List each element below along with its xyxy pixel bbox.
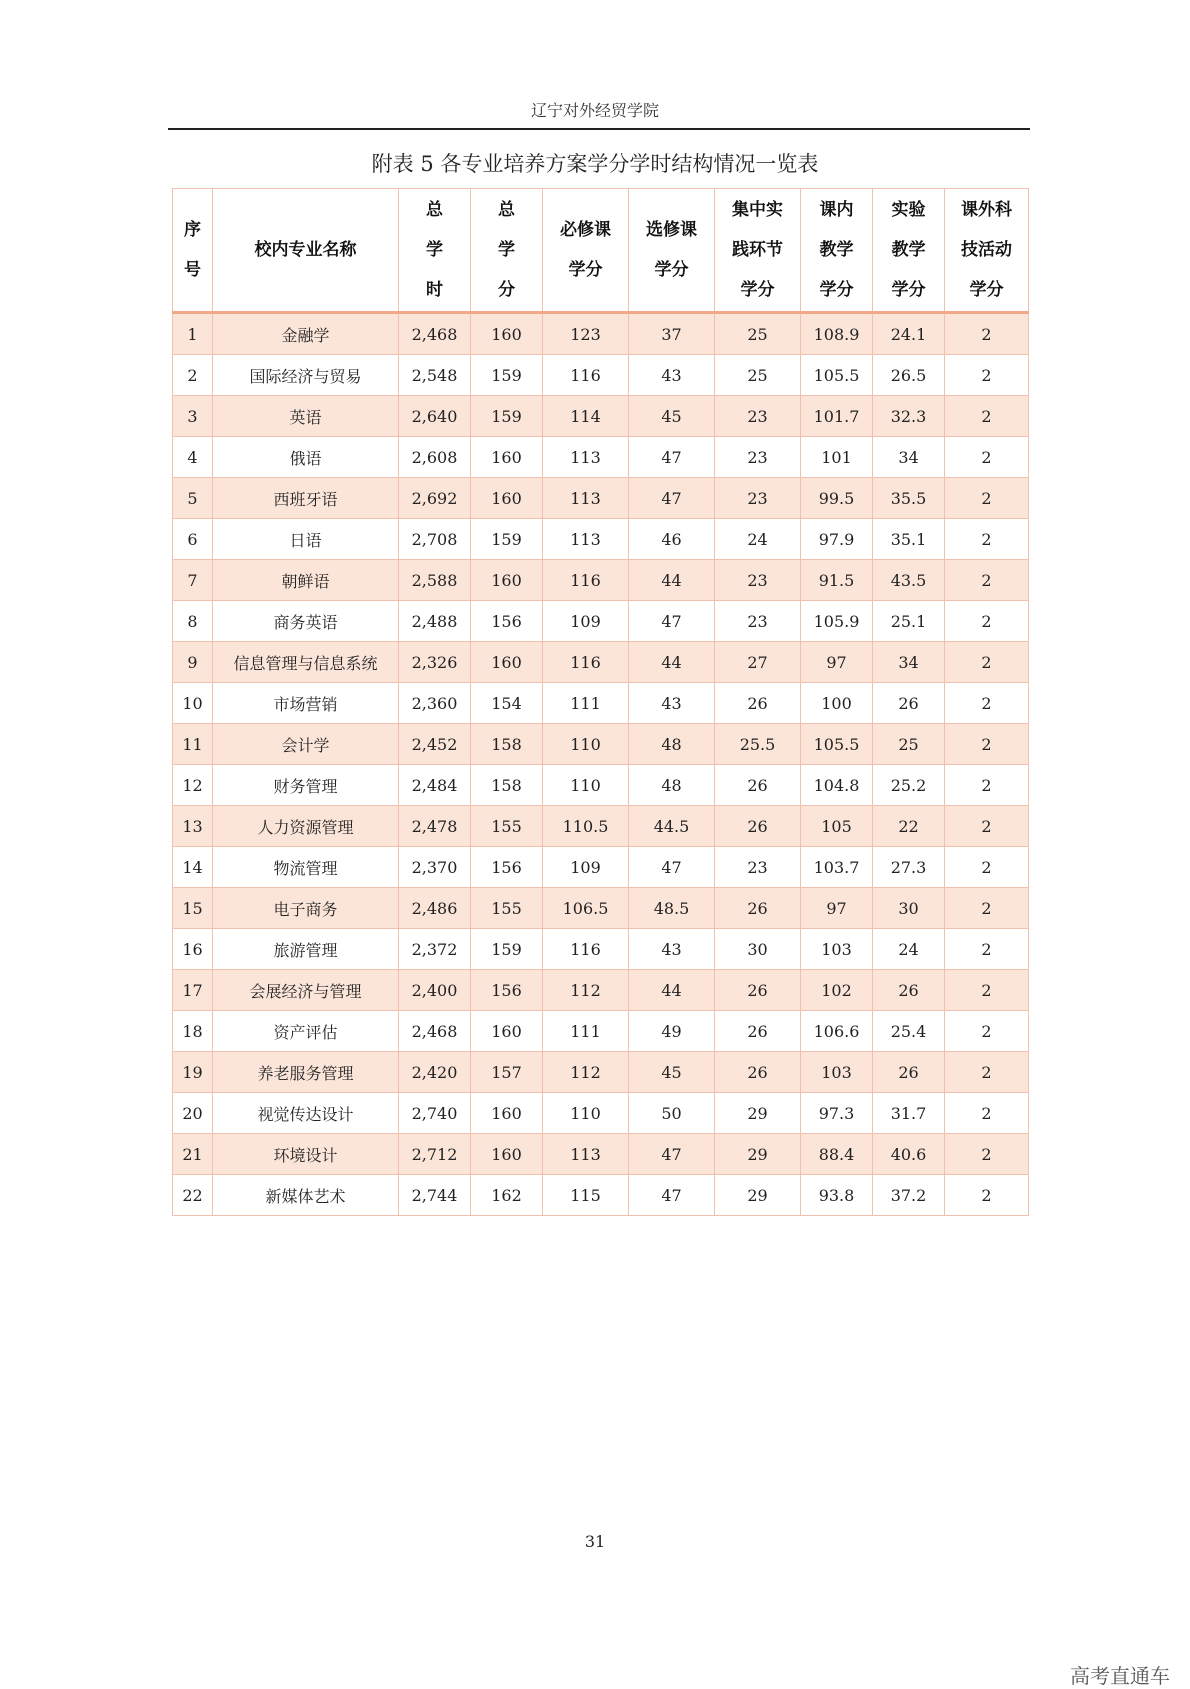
- table-cell: 37.2: [873, 1175, 945, 1216]
- table-cell: 110.5: [543, 806, 629, 847]
- table-cell: 2,708: [399, 519, 471, 560]
- table-cell: 2: [945, 1011, 1029, 1052]
- table-cell: 101: [801, 437, 873, 478]
- table-cell: 人力资源管理: [213, 806, 399, 847]
- table-cell: 旅游管理: [213, 929, 399, 970]
- table-cell: 156: [471, 601, 543, 642]
- table-cell: 23: [715, 396, 801, 437]
- table-cell: 31.7: [873, 1093, 945, 1134]
- table-cell: 金融学: [213, 313, 399, 355]
- column-header-line: 技活动: [961, 240, 1012, 260]
- table-cell: 西班牙语: [213, 478, 399, 519]
- table-cell: 24: [873, 929, 945, 970]
- column-header: [173, 189, 213, 313]
- table-cell: 47: [629, 847, 715, 888]
- table-cell: 2: [945, 1134, 1029, 1175]
- table-cell: 25.5: [715, 724, 801, 765]
- column-header-line: 课外科: [961, 200, 1012, 220]
- document-header: 辽宁对外经贸学院: [530, 101, 659, 120]
- column-header-line: 课内: [819, 200, 854, 220]
- table-cell: 市场营销: [213, 683, 399, 724]
- table-cell: 116: [543, 560, 629, 601]
- table-cell: 35.5: [873, 478, 945, 519]
- table-cell: 信息管理与信息系统: [213, 642, 399, 683]
- column-header-line: 集中实: [732, 200, 783, 220]
- table-cell: 俄语: [213, 437, 399, 478]
- table-cell: 20: [173, 1093, 213, 1134]
- table-cell: 2: [945, 313, 1029, 355]
- table-cell: 10: [173, 683, 213, 724]
- table-row: [173, 1134, 1029, 1175]
- table-cell: 养老服务管理: [213, 1052, 399, 1093]
- table-cell: 155: [471, 888, 543, 929]
- column-header: [543, 189, 629, 313]
- table-cell: 2,608: [399, 437, 471, 478]
- table-cell: 2,420: [399, 1052, 471, 1093]
- table-cell: 2,484: [399, 765, 471, 806]
- table-row: [173, 1011, 1029, 1052]
- table-row: [173, 355, 1029, 396]
- table-cell: 26: [873, 683, 945, 724]
- table-cell: 46: [629, 519, 715, 560]
- table-cell: 26.5: [873, 355, 945, 396]
- table-cell: 2: [945, 847, 1029, 888]
- table-cell: 105.9: [801, 601, 873, 642]
- table-row: [173, 437, 1029, 478]
- column-header-line: 分: [498, 280, 515, 300]
- table-cell: 47: [629, 437, 715, 478]
- table-cell: 2,468: [399, 313, 471, 355]
- table-row: [173, 560, 1029, 601]
- table-cell: 24.1: [873, 313, 945, 355]
- table-cell: 11: [173, 724, 213, 765]
- column-header-line: 必修课: [560, 220, 611, 240]
- table-cell: 123: [543, 313, 629, 355]
- column-header: [715, 189, 801, 313]
- table-cell: 43: [629, 355, 715, 396]
- table-cell: 2,478: [399, 806, 471, 847]
- table-cell: 23: [715, 847, 801, 888]
- table-cell: 9: [173, 642, 213, 683]
- table-row: [173, 396, 1029, 437]
- table-cell: 108.9: [801, 313, 873, 355]
- table-cell: 2,468: [399, 1011, 471, 1052]
- table-cell: 158: [471, 765, 543, 806]
- table-cell: 101.7: [801, 396, 873, 437]
- table-cell: 3: [173, 396, 213, 437]
- table-row: [173, 806, 1029, 847]
- table-cell: 25.2: [873, 765, 945, 806]
- table-cell: 37: [629, 313, 715, 355]
- table-cell: 26: [873, 970, 945, 1011]
- table-cell: 2,712: [399, 1134, 471, 1175]
- table-row: [173, 847, 1029, 888]
- table-cell: 113: [543, 1134, 629, 1175]
- table-body: [173, 313, 1029, 1216]
- table-cell: 2: [945, 601, 1029, 642]
- table-cell: 159: [471, 355, 543, 396]
- column-header-line: 号: [184, 260, 201, 280]
- column-header-line: 学分: [819, 280, 854, 300]
- table-cell: 160: [471, 642, 543, 683]
- table-row: [173, 601, 1029, 642]
- table-cell: 26: [715, 683, 801, 724]
- table-cell: 4: [173, 437, 213, 478]
- table-cell: 26: [715, 888, 801, 929]
- table-row: [173, 642, 1029, 683]
- table-cell: 29: [715, 1093, 801, 1134]
- table-row: [173, 724, 1029, 765]
- column-header: [629, 189, 715, 313]
- table-cell: 100: [801, 683, 873, 724]
- column-header-line: 学分: [969, 280, 1004, 300]
- column-header: [945, 189, 1029, 313]
- column-header-line: 选修课: [646, 220, 697, 240]
- table-cell: 112: [543, 1052, 629, 1093]
- table-cell: 159: [471, 396, 543, 437]
- table-cell: 2: [945, 642, 1029, 683]
- table-cell: 26: [715, 765, 801, 806]
- table-cell: 2,692: [399, 478, 471, 519]
- table-cell: 2: [945, 970, 1029, 1011]
- table-cell: 6: [173, 519, 213, 560]
- table-cell: 2,488: [399, 601, 471, 642]
- table-cell: 97: [801, 888, 873, 929]
- table-cell: 2,372: [399, 929, 471, 970]
- table-cell: 14: [173, 847, 213, 888]
- table-cell: 112: [543, 970, 629, 1011]
- table-title: 附表 5 各专业培养方案学分学时结构情况一览表: [371, 152, 819, 176]
- table-cell: 26: [715, 1052, 801, 1093]
- table-row: [173, 1175, 1029, 1216]
- table-cell: 110: [543, 724, 629, 765]
- table-cell: 商务英语: [213, 601, 399, 642]
- table-cell: 16: [173, 929, 213, 970]
- table-cell: 21: [173, 1134, 213, 1175]
- table-cell: 29: [715, 1175, 801, 1216]
- table-cell: 155: [471, 806, 543, 847]
- table-cell: 43.5: [873, 560, 945, 601]
- table-cell: 156: [471, 970, 543, 1011]
- table-cell: 2: [945, 396, 1029, 437]
- credits-table: [172, 188, 1029, 1216]
- table-cell: 160: [471, 1134, 543, 1175]
- table-cell: 29: [715, 1134, 801, 1175]
- column-header-line: 学分: [568, 260, 603, 280]
- table-cell: 2: [945, 1052, 1029, 1093]
- column-header: [801, 189, 873, 313]
- table-cell: 160: [471, 313, 543, 355]
- table-cell: 环境设计: [213, 1134, 399, 1175]
- table-cell: 2,486: [399, 888, 471, 929]
- table-cell: 91.5: [801, 560, 873, 601]
- watermark: 高考直通车: [1070, 1664, 1170, 1688]
- table-cell: 103: [801, 929, 873, 970]
- table-cell: 162: [471, 1175, 543, 1216]
- table-cell: 105.5: [801, 724, 873, 765]
- table-cell: 2: [945, 560, 1029, 601]
- column-header-line: 学分: [740, 280, 775, 300]
- table-cell: 26: [873, 1052, 945, 1093]
- table-cell: 32.3: [873, 396, 945, 437]
- table-cell: 25: [715, 313, 801, 355]
- table-cell: 97.9: [801, 519, 873, 560]
- table-cell: 48: [629, 765, 715, 806]
- table-cell: 8: [173, 601, 213, 642]
- table-cell: 2,400: [399, 970, 471, 1011]
- table-cell: 物流管理: [213, 847, 399, 888]
- page-number: 31: [584, 1532, 606, 1551]
- table-cell: 116: [543, 929, 629, 970]
- table-cell: 116: [543, 355, 629, 396]
- table-cell: 23: [715, 601, 801, 642]
- table-cell: 2,326: [399, 642, 471, 683]
- table-cell: 111: [543, 1011, 629, 1052]
- table-cell: 会展经济与管理: [213, 970, 399, 1011]
- table-cell: 48.5: [629, 888, 715, 929]
- table-cell: 27.3: [873, 847, 945, 888]
- table-cell: 2: [945, 355, 1029, 396]
- table-cell: 47: [629, 1134, 715, 1175]
- column-header-line: 教学: [819, 240, 854, 260]
- header-divider: [168, 128, 1030, 130]
- table-cell: 113: [543, 437, 629, 478]
- table-cell: 159: [471, 519, 543, 560]
- table-cell: 93.8: [801, 1175, 873, 1216]
- table-cell: 电子商务: [213, 888, 399, 929]
- table-cell: 47: [629, 1175, 715, 1216]
- table-cell: 97: [801, 642, 873, 683]
- table-cell: 159: [471, 929, 543, 970]
- table-cell: 国际经济与贸易: [213, 355, 399, 396]
- table-cell: 视觉传达设计: [213, 1093, 399, 1134]
- table-cell: 2: [945, 1093, 1029, 1134]
- table-cell: 2,588: [399, 560, 471, 601]
- table-cell: 105: [801, 806, 873, 847]
- column-header-line: 教学: [891, 240, 926, 260]
- table-cell: 160: [471, 560, 543, 601]
- table-cell: 2: [945, 519, 1029, 560]
- table-cell: 23: [715, 437, 801, 478]
- table-cell: 44: [629, 642, 715, 683]
- table-cell: 23: [715, 478, 801, 519]
- table-cell: 13: [173, 806, 213, 847]
- table-cell: 160: [471, 437, 543, 478]
- table-row: [173, 888, 1029, 929]
- column-header-line: 总: [498, 200, 515, 220]
- table-cell: 12: [173, 765, 213, 806]
- table-cell: 19: [173, 1052, 213, 1093]
- table-cell: 日语: [213, 519, 399, 560]
- table-cell: 2: [945, 437, 1029, 478]
- table-cell: 15: [173, 888, 213, 929]
- table-cell: 18: [173, 1011, 213, 1052]
- table-row: [173, 765, 1029, 806]
- table-cell: 110: [543, 765, 629, 806]
- table-cell: 26: [715, 806, 801, 847]
- table-row: [173, 683, 1029, 724]
- column-header: [399, 189, 471, 313]
- table-cell: 25: [715, 355, 801, 396]
- table-cell: 22: [173, 1175, 213, 1216]
- table-cell: 45: [629, 396, 715, 437]
- table-cell: 158: [471, 724, 543, 765]
- table-cell: 26: [715, 970, 801, 1011]
- table-cell: 110: [543, 1093, 629, 1134]
- table-cell: 2: [945, 1175, 1029, 1216]
- table-cell: 25.1: [873, 601, 945, 642]
- table-cell: 97.3: [801, 1093, 873, 1134]
- table-row: [173, 478, 1029, 519]
- table-cell: 113: [543, 478, 629, 519]
- table-cell: 17: [173, 970, 213, 1011]
- table-cell: 48: [629, 724, 715, 765]
- table-cell: 114: [543, 396, 629, 437]
- table-cell: 43: [629, 683, 715, 724]
- table-cell: 22: [873, 806, 945, 847]
- table-cell: 113: [543, 519, 629, 560]
- column-header-line: 学分: [891, 280, 926, 300]
- table-cell: 5: [173, 478, 213, 519]
- table-row: [173, 313, 1029, 355]
- table-cell: 25: [873, 724, 945, 765]
- table-cell: 44: [629, 970, 715, 1011]
- table-cell: 156: [471, 847, 543, 888]
- table-cell: 2,360: [399, 683, 471, 724]
- table-cell: 2,452: [399, 724, 471, 765]
- table-row: [173, 970, 1029, 1011]
- column-header: [213, 189, 399, 313]
- table-cell: 102: [801, 970, 873, 1011]
- column-header-line: 实验: [891, 200, 926, 220]
- table-cell: 43: [629, 929, 715, 970]
- table-cell: 24: [715, 519, 801, 560]
- table-cell: 106.5: [543, 888, 629, 929]
- table-cell: 44: [629, 560, 715, 601]
- table-cell: 2: [945, 478, 1029, 519]
- column-header-line: 学: [426, 240, 443, 260]
- table-cell: 2: [945, 929, 1029, 970]
- table-cell: 160: [471, 1011, 543, 1052]
- table-cell: 88.4: [801, 1134, 873, 1175]
- table-cell: 47: [629, 478, 715, 519]
- table-cell: 109: [543, 847, 629, 888]
- table-row: [173, 519, 1029, 560]
- table-cell: 2: [945, 724, 1029, 765]
- table-cell: 2,740: [399, 1093, 471, 1134]
- column-header-line: 学分: [654, 260, 689, 280]
- table-cell: 34: [873, 642, 945, 683]
- table-row: [173, 1093, 1029, 1134]
- table-cell: 1: [173, 313, 213, 355]
- table-cell: 160: [471, 1093, 543, 1134]
- table-cell: 23: [715, 560, 801, 601]
- table-cell: 25.4: [873, 1011, 945, 1052]
- table-cell: 160: [471, 478, 543, 519]
- table-cell: 50: [629, 1093, 715, 1134]
- table-cell: 111: [543, 683, 629, 724]
- column-header-line: 时: [426, 280, 443, 300]
- table-cell: 116: [543, 642, 629, 683]
- table-cell: 2,370: [399, 847, 471, 888]
- table-header-row: [173, 189, 1029, 313]
- table-cell: 106.6: [801, 1011, 873, 1052]
- column-header-line: 总: [426, 200, 443, 220]
- table-cell: 2,548: [399, 355, 471, 396]
- table-cell: 30: [873, 888, 945, 929]
- table-cell: 2: [945, 683, 1029, 724]
- table-cell: 2,744: [399, 1175, 471, 1216]
- table-cell: 35.1: [873, 519, 945, 560]
- table-cell: 105.5: [801, 355, 873, 396]
- table-cell: 7: [173, 560, 213, 601]
- column-header-line: 学: [498, 240, 515, 260]
- table-cell: 26: [715, 1011, 801, 1052]
- table-cell: 新媒体艺术: [213, 1175, 399, 1216]
- table-cell: 49: [629, 1011, 715, 1052]
- table-cell: 英语: [213, 396, 399, 437]
- table-cell: 157: [471, 1052, 543, 1093]
- table-cell: 27: [715, 642, 801, 683]
- table-cell: 2: [945, 888, 1029, 929]
- table-cell: 2: [945, 765, 1029, 806]
- table-cell: 40.6: [873, 1134, 945, 1175]
- column-header: [873, 189, 945, 313]
- table-cell: 104.8: [801, 765, 873, 806]
- table-cell: 2: [945, 806, 1029, 847]
- column-header-line: 校内专业名称: [254, 240, 357, 260]
- column-header: [471, 189, 543, 313]
- table-row: [173, 929, 1029, 970]
- column-header-line: 践环节: [732, 240, 783, 260]
- table-cell: 103: [801, 1052, 873, 1093]
- table-cell: 资产评估: [213, 1011, 399, 1052]
- table-cell: 103.7: [801, 847, 873, 888]
- table-cell: 2: [173, 355, 213, 396]
- table-cell: 朝鲜语: [213, 560, 399, 601]
- table-row: [173, 1052, 1029, 1093]
- table-cell: 2,640: [399, 396, 471, 437]
- table-cell: 99.5: [801, 478, 873, 519]
- table-cell: 109: [543, 601, 629, 642]
- table-cell: 45: [629, 1052, 715, 1093]
- table-cell: 115: [543, 1175, 629, 1216]
- table-cell: 47: [629, 601, 715, 642]
- table-cell: 44.5: [629, 806, 715, 847]
- table-cell: 154: [471, 683, 543, 724]
- table-cell: 会计学: [213, 724, 399, 765]
- table-cell: 财务管理: [213, 765, 399, 806]
- column-header-line: 序: [184, 220, 201, 240]
- table-cell: 34: [873, 437, 945, 478]
- table-cell: 30: [715, 929, 801, 970]
